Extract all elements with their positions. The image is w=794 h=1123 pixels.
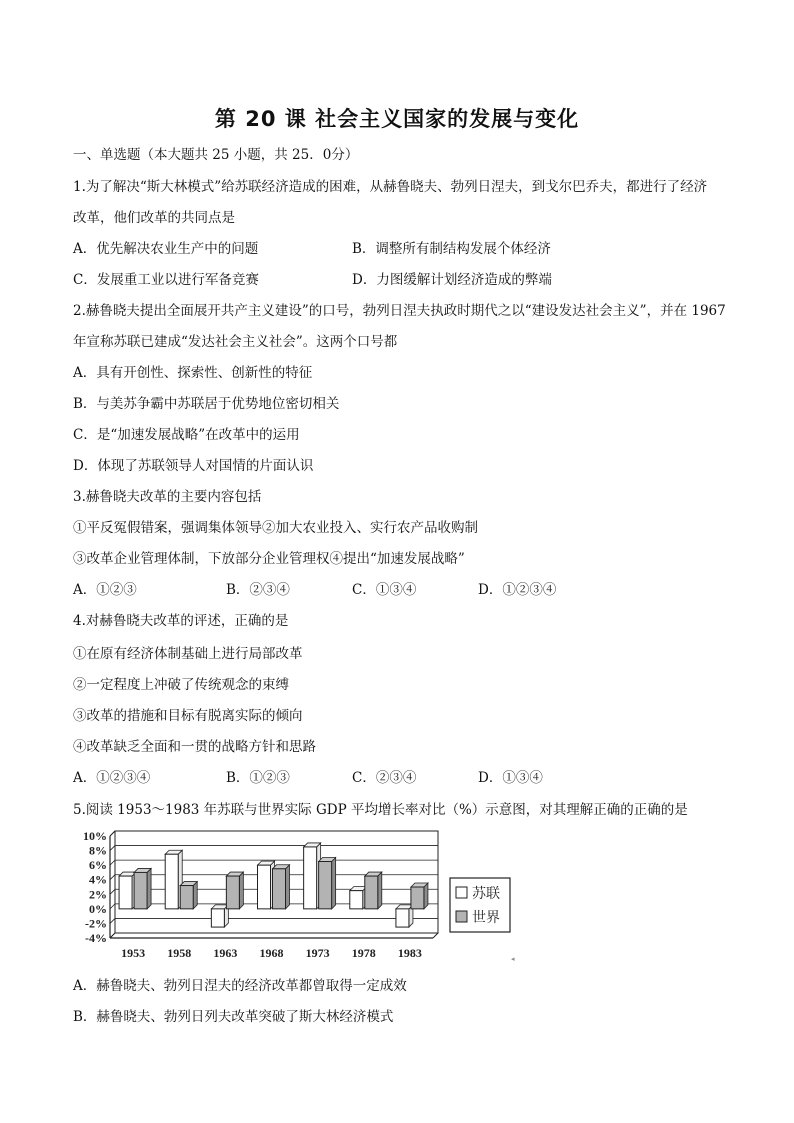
q3-item-2: ③改革企业管理体制，下放部分企业管理权④提出“加速发展战略”	[73, 551, 465, 567]
bar-su-1968	[258, 865, 271, 909]
q1-stem: 1.为了解决“斯大林模式”给苏联经济造成的困难，从赫鲁晓夫、勃列日涅夫，到戈尔巴乔夫，都进行了经济	[73, 179, 708, 195]
gridline-depth	[110, 918, 115, 923]
q3-option-a: A．①②③	[73, 582, 137, 598]
bar-su-1953	[119, 876, 132, 909]
q3-stem: 3.赫鲁晓夫改革的主要内容包括	[73, 489, 262, 505]
y-tick-label: -2%	[85, 916, 107, 931]
q4-option-c: C．②③④	[352, 770, 417, 786]
q4-item-1: ①在原有经济体制基础上进行局部改革	[73, 646, 303, 662]
y-tick-label: 4%	[89, 872, 107, 887]
bar-world-1978	[365, 876, 378, 909]
gridline-depth	[110, 904, 115, 909]
bar-world-1973-side	[332, 858, 336, 909]
bar-world-1958	[180, 886, 193, 909]
x-tick-label: 1953	[121, 946, 146, 960]
bar-world-1973	[319, 862, 332, 909]
q1-option-c: C．发展重工业以进行军备竞赛	[73, 272, 259, 288]
gridline-depth	[110, 846, 115, 851]
y-tick-label: -4%	[85, 931, 107, 945]
page-title: 第 20 课 社会主义国家的发展与变化	[214, 107, 580, 131]
gridline-depth	[110, 889, 115, 894]
x-tick-label: 1963	[213, 946, 238, 960]
q5-option-a: A．赫鲁晓夫、勃列日涅夫的经济改革都曾取得一定成效	[73, 978, 407, 994]
bar-su-1958	[165, 854, 178, 909]
x-tick-label: 1973	[305, 946, 330, 960]
q4-option-a: A．①②③④	[73, 770, 151, 786]
x-tick-label: 1983	[397, 946, 422, 960]
x-tick-label: 1958	[167, 946, 192, 960]
bar-world-1963	[226, 876, 239, 909]
q4-option-b: B．①②③	[226, 770, 290, 786]
y-tick-label: 2%	[89, 887, 107, 902]
q4-option-d: D．①③④	[478, 770, 543, 786]
legend-swatch-su	[456, 887, 467, 898]
q2-option-b: B．与美苏争霸中苏联居于优势地位密切相关	[73, 396, 340, 412]
q4-item-3: ③改革的措施和目标有脱离实际的倾向	[73, 708, 303, 724]
plot-corner-line	[433, 933, 438, 938]
q4-stem: 4.对赫鲁晓夫改革的评述，正确的是	[73, 613, 289, 629]
legend-label-world: 世界	[472, 910, 500, 926]
q2-option-c: C．是“加速发展战略”在改革中的运用	[73, 427, 300, 443]
q2-stem-cont: 年宣称苏联已建成“发达社会主义社会”。这两个口号都	[73, 334, 398, 350]
q3-option-c: C．①③④	[352, 582, 417, 598]
gridline-depth	[110, 860, 115, 865]
bar-world-1968-side	[286, 865, 290, 909]
y-tick-label: 0%	[89, 901, 107, 916]
q5-option-b: B．赫鲁晓夫、勃列日列夫改革突破了斯大林经济模式	[73, 1009, 394, 1025]
bar-su-1973	[304, 847, 317, 909]
q2-option-a: A．具有开创性、探索性、创新性的特征	[73, 365, 313, 381]
q1-option-b: B．调整所有制结构发展个体经济	[352, 241, 551, 257]
y-tick-label: 10%	[83, 829, 107, 843]
q5-stem: 5.阅读 1953～1983 年苏联与世界实际 GDP 平均增长率对比（%）示意图，对其理解正确的正确的是	[73, 802, 688, 818]
q3-option-d: D．①②③④	[478, 582, 557, 598]
q3-item-1: ①平反冤假错案，强调集体领导②加大农业投入、实行农产品收购制	[73, 520, 478, 536]
x-tick-label: 1978	[351, 946, 376, 960]
bar-world-1953-side	[147, 868, 151, 908]
legend-swatch-world	[456, 911, 467, 922]
bar-world-1968	[273, 869, 286, 909]
y-tick-label: 8%	[89, 843, 107, 858]
bar-world-1978-side	[378, 872, 382, 909]
q1-option-d: D．力图缓解计划经济造成的弊端	[352, 272, 552, 288]
section-heading: 一、单选题（本大题共 25 小题，共 25．0分）	[73, 147, 359, 163]
q1-option-a: A．优先解决农业生产中的问题	[73, 241, 259, 257]
q1-stem-cont: 改革，他们改革的共同点是	[73, 210, 235, 226]
q2-option-d: D．体现了苏联领导人对国情的片面认识	[73, 458, 314, 474]
bar-su-1963	[211, 909, 224, 927]
bar-world-1983	[411, 887, 424, 909]
x-tick-label: 1968	[259, 946, 284, 960]
bar-world-1958-side	[193, 882, 197, 909]
y-tick-label: 6%	[89, 858, 107, 873]
bar-world-1963-side	[239, 872, 243, 909]
gdp-growth-chart	[73, 826, 523, 966]
gridline-depth	[110, 933, 115, 938]
stray-mark: ◂	[511, 955, 515, 963]
q2-stem: 2.赫鲁晓夫提出全面展开共产主义建设”的口号，勃列日涅夫执政时期代之以“建设发达社会主义”，并在 1967	[73, 303, 726, 319]
q4-item-2: ②一定程度上冲破了传统观念的束缚	[73, 677, 289, 693]
q3-option-b: B．②③④	[226, 582, 290, 598]
legend-label-su: 苏联	[472, 886, 500, 902]
gridline-depth	[110, 875, 115, 880]
gridline-depth	[110, 831, 115, 836]
bar-world-1953	[134, 872, 147, 908]
bar-su-1978	[350, 891, 363, 909]
q4-item-4: ④改革缺乏全面和一贯的战略方针和思路	[73, 739, 316, 755]
bar-su-1983	[396, 909, 409, 927]
